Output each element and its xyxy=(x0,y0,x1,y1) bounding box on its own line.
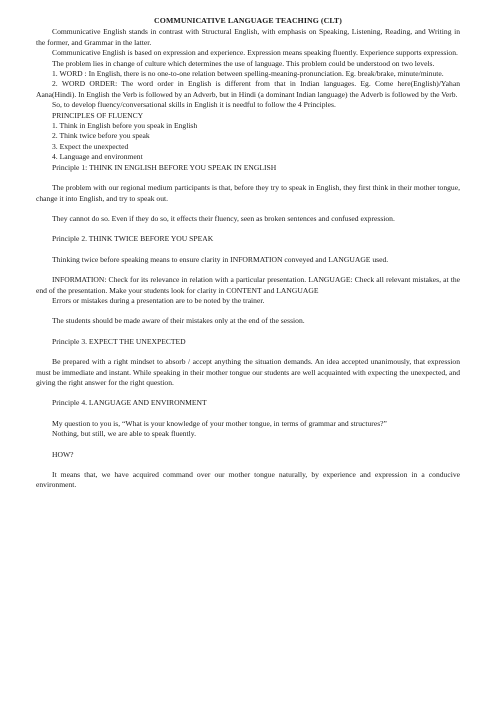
paragraph-word: 1. WORD : In English, there is no one-to-one relation between spelling-meaning-pronunciation. Eg. break/brake, minute/minute. xyxy=(52,69,444,79)
paragraph-principle-1-effect: They cannot do so. Even if they do so, it effects their fluency, seen as broken sentences and confused expression. xyxy=(52,213,395,223)
principle-3-heading: Principle 3. EXPECT THE UNEXPECTED xyxy=(52,336,186,346)
principle-1-heading: Principle 1: THINK IN ENGLISH BEFORE YOU SPEAK IN ENGLISH xyxy=(52,162,277,172)
paragraph-information-language: INFORMATION: Check for its relevance in relation with a particular presentation. LANGUAGE: Check all relevant mistakes, at the end of the presentation. Make your students look for clarity in CONTENT and LANGUAGE xyxy=(36,275,460,295)
paragraph-conclusion: It means that, we have acquired command over our mother tongue naturally, by experience and expression in a conducive environment. xyxy=(36,470,460,490)
principle-list-item: 2. Think twice before you speak xyxy=(52,131,150,141)
principle-list-item: 4. Language and environment xyxy=(52,152,143,162)
paragraph-aware-mistakes: The students should be made aware of their mistakes only at the end of the session. xyxy=(52,316,305,326)
paragraph-problem: The problem lies in change of culture which determines the use of language. This problem could be understood on two levels. xyxy=(52,58,435,68)
paragraph-think-twice: Thinking twice before speaking means to ensure clarity in INFORMATION conveyed and LANGUAGE used. xyxy=(52,254,389,264)
paragraph-question: My question to you is, “What is your knowledge of your mother tongue, in terms of grammar and structures?” xyxy=(52,418,387,428)
paragraph-how: HOW? xyxy=(52,449,74,459)
principle-2-heading: Principle 2. THINK TWICE BEFORE YOU SPEAK xyxy=(52,234,214,244)
paragraph-expression: Communicative English is based on expression and experience. Expression means speaking fluently. Experience supports expression. xyxy=(52,48,458,58)
paragraph-nothing: Nothing, but still, we are able to speak fluently. xyxy=(52,429,196,439)
paragraph-word-order: 2. WORD ORDER: The word order in English is different from that in Indian languages. Eg. Come here(English)/Yahan Aana(Hindi). In English the Verb is followed by an Adverb, but in Hindi (a dominant Indian language) the Adverb is followed by the Verb. xyxy=(36,79,460,99)
paragraph-expect-unexpected: Be prepared with a right mindset to absorb / accept anything the situation demands. An idea accepted unanimously, that expression must be immediate and instant. While speaking in their mother tongue our students are well acquainted with expecting the unexpected, and giving the right answer for the right question. xyxy=(36,357,460,387)
paragraph-fluency-intro: So, to develop fluency/conversational skills in English it is needful to follow the 4 Principles. xyxy=(52,100,336,110)
principle-4-heading: Principle 4. LANGUAGE AND ENVIRONMENT xyxy=(52,398,207,408)
principles-heading: PRINCIPLES OF FLUENCY xyxy=(52,110,144,120)
paragraph-errors-noted: Errors or mistakes during a presentation are to be noted by the trainer. xyxy=(52,295,265,305)
paragraph-intro: Communicative English stands in contrast with Structural English, with emphasis on Speaking, Listening, Reading, and Writing in the former, and Grammar in the latter. xyxy=(36,27,460,47)
principle-list-item: 1. Think in English before you speak in English xyxy=(52,121,198,131)
paragraph-principle-1-problem: The problem with our regional medium participants is that, before they try to speak in English, they first think in their mother tongue, change it into English, and try to speak out. xyxy=(36,183,460,203)
document-title: COMMUNICATIVE LANGUAGE TEACHING (CLT) xyxy=(154,16,342,25)
principle-list-item: 3. Expect the unexpected xyxy=(52,141,129,151)
